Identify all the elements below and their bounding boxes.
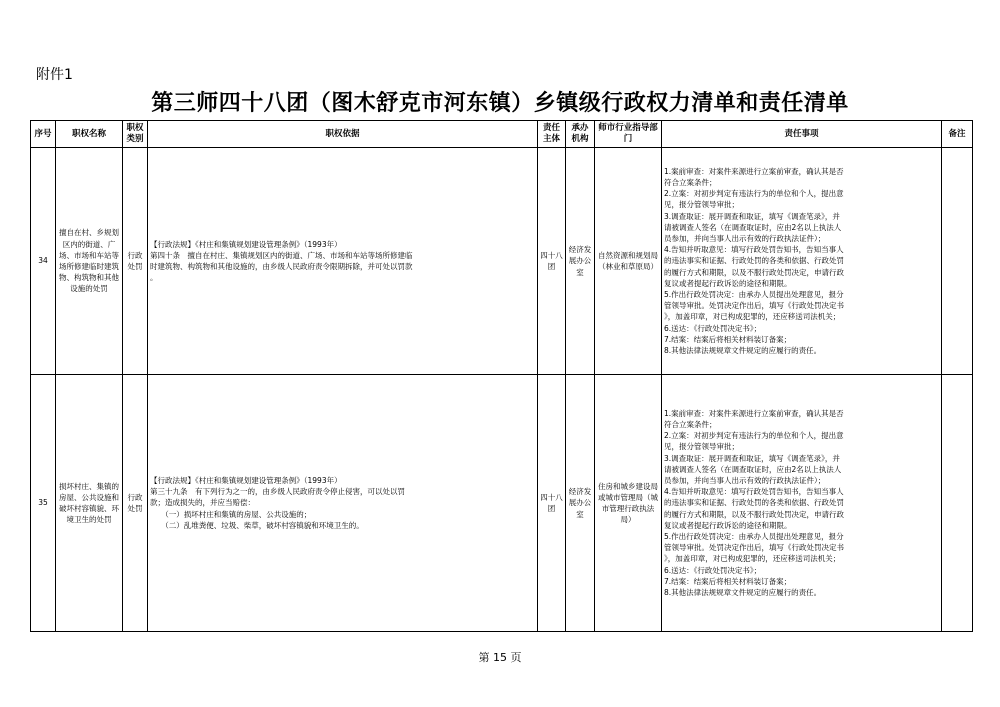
attachment-label: 附件1 xyxy=(36,67,73,83)
row-remarks xyxy=(942,148,973,375)
duty-line: 符合立案条件； xyxy=(664,177,717,187)
basis-line: 第三十九条 有下列行为之一的，由乡级人民政府责令停止侵害，可以处以罚 xyxy=(150,487,405,497)
page-title: 第三师四十八团（图木舒克市河东镇）乡镇级行政权力清单和责任清单 xyxy=(151,90,849,116)
duty-line: 见，报分管领导审批； xyxy=(664,200,739,210)
header-guide-dept: 师市行业指导部门 xyxy=(595,121,662,148)
header-subject: 责任主体 xyxy=(538,121,566,148)
duty-line: 8.其他法律法规规章文件规定的应履行的责任。 xyxy=(664,588,822,598)
row-agency: 经济发展办公室 xyxy=(566,375,595,632)
row-seq: 34 xyxy=(31,148,56,375)
row-remarks xyxy=(942,375,973,632)
duty-line: 5.作出行政处罚决定：由承办人员提出处理意见，报分 xyxy=(664,290,844,299)
row-duties xyxy=(662,375,942,632)
duty-line: 请被调查人签名（在调查取证时，应由2名以上执法人 xyxy=(664,222,842,232)
row-agency: 经济发展办公室 xyxy=(566,148,595,375)
row-seq: 35 xyxy=(31,375,56,632)
basis-line: 【行政法规】《村庄和集镇规划建设管理条例》（1993年） xyxy=(150,475,342,485)
table-row xyxy=(31,148,973,375)
header-seq: 序号 xyxy=(31,121,56,148)
duty-line: 》，加盖印章，对已构成犯罪的，还应移送司法机关； xyxy=(664,312,841,322)
row-basis xyxy=(148,375,538,632)
table-header-row xyxy=(31,121,973,148)
duty-line: 5.作出行政处罚决定：由承办人员提出处理意见，报分 xyxy=(664,532,844,541)
row-category: 行政处罚 xyxy=(123,148,148,375)
duty-line: 管领导审批。处罚决定作出后，填写《行政处罚决定书 xyxy=(664,301,844,311)
duty-line: 管领导审批。处罚决定作出后，填写《行政处罚决定书 xyxy=(664,543,844,553)
duty-line: 的违法事实和证据、行政处罚的各类和依据、行政处罚 xyxy=(664,256,844,266)
duty-line: 符合立案条件； xyxy=(664,419,717,429)
row-basis xyxy=(148,148,538,375)
row-guide-dept: 自然资源和规划局（林业和草原局） xyxy=(595,148,662,375)
duty-line: 6.送达：《行政处罚决定书》； xyxy=(664,323,762,333)
header-basis: 职权依据 xyxy=(148,121,538,148)
basis-line: （一）损坏村庄和集镇的房屋、公共设施的； xyxy=(150,509,312,519)
basis-line: 款；造成损失的，并应当赔偿： xyxy=(150,498,255,508)
header-remarks: 备注 xyxy=(942,121,973,148)
duty-line: 4.告知并听取意见：填写行政处罚告知书，告知当事人 xyxy=(664,487,844,497)
basis-line: （二）乱堆粪便、垃圾、柴草，破坏村容镇貌和环境卫生的。 xyxy=(150,520,364,530)
duty-line: 6.送达：《行政处罚决定书》； xyxy=(664,565,762,575)
basis-line: 时建筑物、构筑物和其他设施的，由乡级人民政府责令限期拆除，并可处以罚款 xyxy=(150,262,413,271)
duty-line: 的履行方式和期限，以及不服行政处罚决定，申请行政 xyxy=(664,267,844,277)
basis-line: 。 xyxy=(150,273,158,283)
duty-line: 7.结案：结案后将相关材料装订备案； xyxy=(664,576,792,586)
header-agency: 承办机构 xyxy=(566,121,595,148)
header-name: 职权名称 xyxy=(56,121,123,148)
table-row xyxy=(31,375,973,632)
duty-line: 的违法事实和证据、行政处罚的各类和依据、行政处罚 xyxy=(664,498,844,508)
header-duties: 责任事项 xyxy=(662,121,942,148)
duty-line: 1.案前审查：对案件来源进行立案前审查，确认其是否 xyxy=(664,166,844,176)
row-subject: 四十八团 xyxy=(538,148,566,375)
duty-line: 复议或者提起行政诉讼的途径和期限。 xyxy=(664,278,792,288)
duty-line: 8.其他法律法规规章文件规定的应履行的责任。 xyxy=(664,346,822,356)
row-power-name: 损坏村庄、集镇的房屋、公共设施和破坏村容镇貌、环境卫生的处罚 xyxy=(56,375,123,632)
header-category: 职权类别 xyxy=(123,121,148,148)
duty-line: 员参加，并向当事人出示有效的行政执法证件）； xyxy=(664,475,826,485)
basis-line: 【行政法规】《村庄和集镇规划建设管理条例》（1993年） xyxy=(150,239,342,249)
duty-line: 见，报分管领导审批； xyxy=(664,442,739,452)
row-duties xyxy=(662,148,942,375)
duty-line: 2.立案：对初步判定有违法行为的单位和个人，提出意 xyxy=(664,189,844,199)
duty-line: 2.立案：对初步判定有违法行为的单位和个人，提出意 xyxy=(664,431,844,441)
row-subject: 四十八团 xyxy=(538,375,566,632)
duty-line: 员参加，并向当事人出示有效的行政执法证件）； xyxy=(664,233,826,243)
row-power-name: 擅自在村、乡规划区内的街道、广场、市场和车站等场所修建临时建筑物、构筑物和其他设施的处罚 xyxy=(56,148,123,375)
duty-line: 的履行方式和期限，以及不服行政处罚决定，申请行政 xyxy=(664,509,844,519)
duty-line: 》，加盖印章，对已构成犯罪的，还应移送司法机关； xyxy=(664,554,841,564)
duty-line: 请被调查人签名（在调查取证时，应由2名以上执法人 xyxy=(664,464,842,474)
duty-line: 7.结案：结案后将相关材料装订备案； xyxy=(664,334,792,344)
basis-line: 第四十条 擅自在村庄、集镇规划区内的街道、广场、市场和车站等场所修建临 xyxy=(150,250,413,260)
row-guide-dept: 住房和城乡建设局或城市管理局（城市管理行政执法局） xyxy=(595,375,662,632)
page-number: 第 15 页 xyxy=(478,651,522,664)
row-category: 行政处罚 xyxy=(123,375,148,632)
duty-line: 4.告知并听取意见：填写行政处罚告知书，告知当事人 xyxy=(664,245,844,255)
duty-line: 1.案前审查：对案件来源进行立案前审查，确认其是否 xyxy=(664,408,844,418)
duty-line: 3.调查取证：展开调查和取证，填写《调查笔录》，并 xyxy=(664,453,840,463)
power-list-table xyxy=(30,120,973,632)
duty-line: 复议或者提起行政诉讼的途径和期限。 xyxy=(664,520,792,530)
duty-line: 3.调查取证：展开调查和取证，填写《调查笔录》，并 xyxy=(664,211,840,221)
